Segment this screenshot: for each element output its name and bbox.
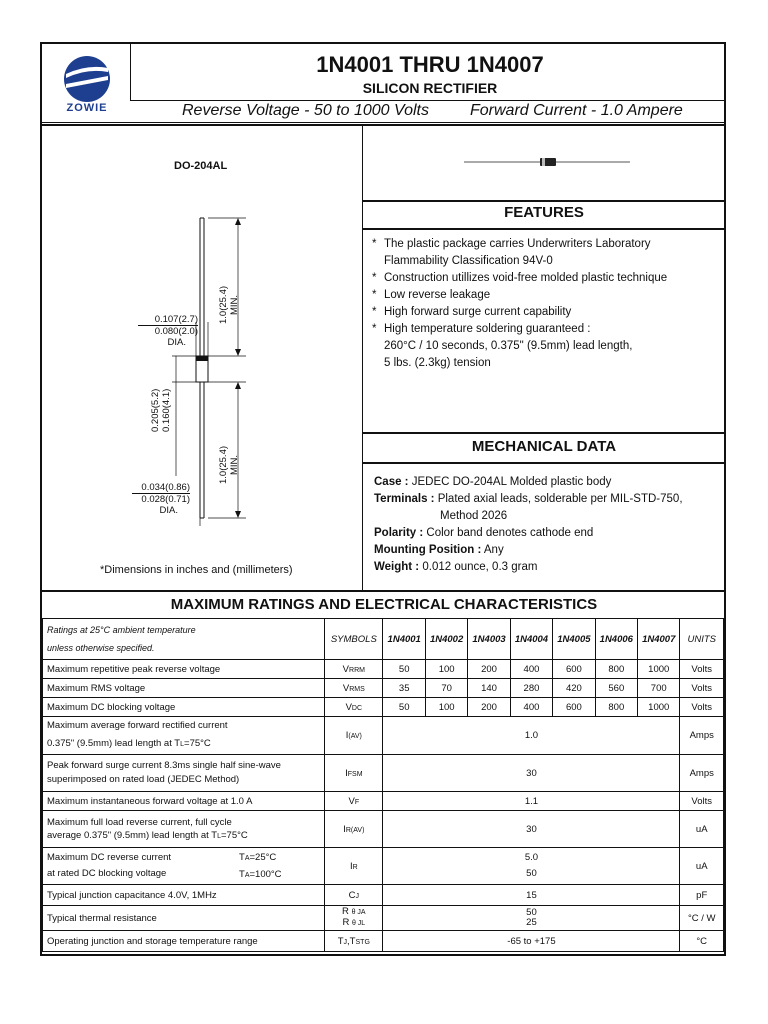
logo-text: ZOWIE <box>66 102 108 114</box>
part-title: 1N4001 THRU 1N4007 <box>316 52 544 77</box>
feature-item: * High forward surge current capability <box>372 304 722 321</box>
mechanical-heading: MECHANICAL DATA <box>471 438 617 455</box>
dim-body-length: 0.205(5.2) 0.160(4.1) <box>150 388 172 432</box>
table-row: Maximum RMS voltage VRMS 35 70 140 280 420 560 700 Volts <box>43 679 724 698</box>
datasheet-frame <box>40 42 726 956</box>
table-row: Maximum DC reverse current at rated DC blocking voltage TA=25°C TA=100°C IR 5.0 50 uA <box>43 848 724 885</box>
table-row: Maximum DC blocking voltage VDC 50 100 200 400 600 800 1000 Volts <box>43 698 724 717</box>
table-header-row: Ratings at 25°C ambient temperature unless otherwise specified. SYMBOLS 1N4001 1N4002 1N4003 1N4004 1N4005 1N4006 1N4007 UNITS <box>43 619 724 660</box>
feature-item: * Construction utillizes void-free molded plastic technique <box>372 270 722 287</box>
feature-item: * Low reverse leakage <box>372 287 722 304</box>
ratings-table <box>42 618 724 952</box>
dim-lead-dia: 0.034(0.86) 0.028(0.71) DIA. <box>132 482 190 516</box>
zowie-logo-icon <box>62 54 112 104</box>
table-row: Typical junction capacitance 4.0V, 1MHz CJ 15 pF <box>43 885 724 906</box>
forward-current-spec: Forward Current - 1.0 Ampere <box>470 102 683 119</box>
table-row: Peak forward surge current 8.3ms single half sine-wave superimposed on rated load (JEDEC Method) IFSM 30 Amps <box>43 755 724 792</box>
features-list <box>372 236 722 372</box>
table-row: Maximum average forward rectified current 0.375" (9.5mm) lead length at TL=75°C I(AV) 1.0 Amps <box>43 717 724 755</box>
diode-photo <box>462 156 632 168</box>
table-row: Maximum instantaneous forward voltage at 1.0 A VF 1.1 Volts <box>43 792 724 811</box>
part-subtitle: SILICON RECTIFIER <box>362 80 498 96</box>
table-row: Maximum full load reverse current, full cycle average 0.375" (9.5mm) lead length at TL=75°C IR(AV) 30 uA <box>43 811 724 848</box>
table-row: Operating junction and storage temperature range TJ,TSTG -65 to +175 °C <box>43 931 724 952</box>
feature-item: * The plastic package carries Underwriters Laboratory Flammability Classification 94V-0 <box>372 236 722 270</box>
package-name: DO-204AL <box>174 160 228 172</box>
dim-lead-bottom: 1.0(25.4) MIN. <box>218 445 240 485</box>
dim-lead-top: 1.0(25.4) MIN. <box>218 285 240 325</box>
features-heading: FEATURES <box>504 204 584 221</box>
dim-body-dia: 0.107(2.7) 0.080(2.0) DIA. <box>138 314 198 348</box>
dimensions-note: *Dimensions in inches and (millimeters) <box>100 564 293 576</box>
feature-item: * High temperature soldering guaranteed : 260°C / 10 seconds, 0.375" (9.5mm) lead length, 5 lbs. (2.3kg) tension <box>372 321 722 372</box>
ratings-heading: MAXIMUM RATINGS AND ELECTRICAL CHARACTERISTICS <box>170 596 598 613</box>
reverse-voltage-spec: Reverse Voltage - 50 to 1000 Volts <box>182 102 429 119</box>
table-row: Maximum repetitive peak reverse voltage VRRM 50 100 200 400 600 800 1000 Volts <box>43 660 724 679</box>
mechanical-data: Case : JEDEC DO-204AL Molded plastic body Terminals : Plated axial leads, solderable per MIL-STD-750, Method 2026 Polarity : Color band denotes cathode end Mounting Position : Any Weight : 0.012 ounce, 0.3 gram <box>374 476 683 573</box>
table-row: Typical thermal resistance R θ JA R θ JL 50 25 °C / W <box>43 906 724 931</box>
